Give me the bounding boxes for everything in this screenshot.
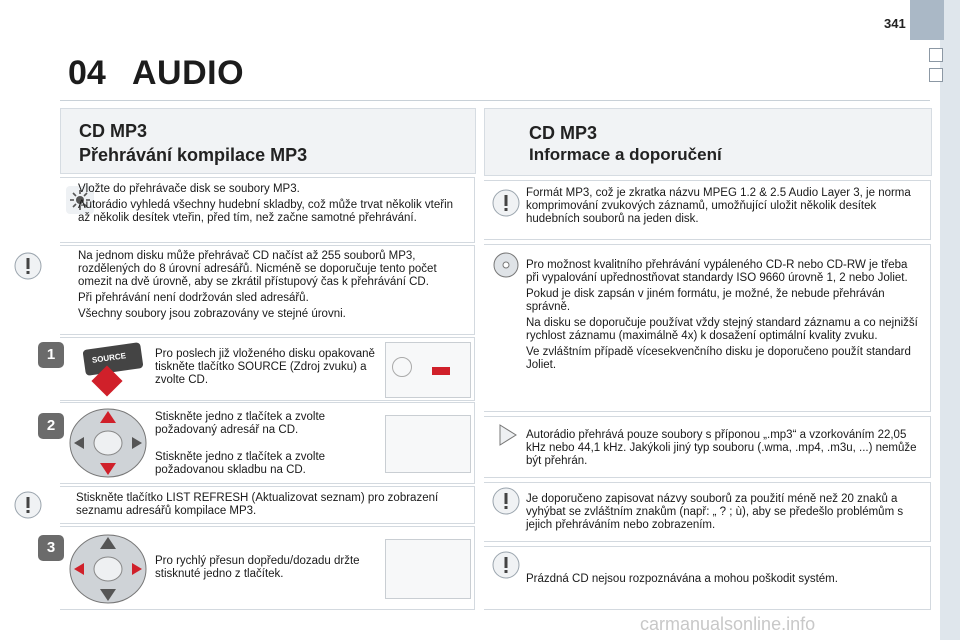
play-triangle-icon xyxy=(492,421,520,454)
radio-unit-illustration xyxy=(385,415,471,473)
left-info-block-1 xyxy=(60,177,475,243)
right-cd-format-block xyxy=(484,244,931,412)
paragraph: Autorádio přehrává pouze soubory s příponou „.mp3“ a vzorkováním 22,05 kHz nebo 44,1 kHz. Jakýkoli jiný typ souboru (.wma, .mp4, .m3u, ...) nemůže být přehrán. xyxy=(526,429,917,467)
step-2-block xyxy=(46,402,475,484)
direction-pad-icon xyxy=(68,407,148,479)
radio-unit-illustration xyxy=(385,342,471,398)
step-badge-3: 3 xyxy=(38,535,64,561)
step-2-text-2: Stiskněte jedno z tlačítek a zvolte požadovanou skladbu na CD. xyxy=(155,451,326,476)
paragraph: Je doporučeno zapisovat názvy souborů za použití méně než 20 znaků a vyhýbat se zvláštním znakům (např: „ ? ; ù), aby se předešlo problémům s jejich přehráváním nebo zobrazením. xyxy=(526,493,904,531)
paragraph: Na jednom disku může přehrávač CD načíst až 255 souborů MP3, rozdělených do 8 úrovní adresářů. Nicméně se doporučuje tento počet omezit na dvě úrovně, aby se zkrátil přístupový čas k přehrávání CD. xyxy=(78,250,437,288)
right-block-1-text xyxy=(526,187,922,229)
page-edge-bar xyxy=(940,0,960,640)
step-1-block xyxy=(46,337,475,401)
paragraph: Všechny soubory jsou zobrazovány ve stejné úrovni. xyxy=(78,308,346,320)
step-1-text: Pro poslech již vloženého disku opakovaně tiskněte tlačítko SOURCE (Zdroj zvuku) a zvolte CD. xyxy=(155,348,375,386)
step-3-block xyxy=(46,526,475,610)
right-warning-block-1 xyxy=(484,180,931,240)
step-3-text: Pro rychlý přesun dopředu/dozadu držte stisknuté jedno z tlačítek. xyxy=(155,555,360,580)
right-empty-cd-block xyxy=(484,546,931,610)
step-2-text-1: Stiskněte jedno z tlačítek a zvolte požadovaný adresář na CD. xyxy=(155,411,326,436)
edge-square-icon xyxy=(929,48,943,62)
watermark: carmanualsonline.info xyxy=(640,614,816,634)
paragraph: Formát MP3, což je zkratka názvu MPEG 1.2 & 2.5 Audio Layer 3, je norma komprimování zvukových záznamů, umožňující uložit několik desítek hudebních souborů na jeden disk. xyxy=(526,187,911,225)
left-block-1-text xyxy=(78,183,458,228)
list-refresh-block xyxy=(60,486,475,524)
source-key-label: SOURCE xyxy=(91,351,127,365)
left-header-line1: CD MP3 xyxy=(79,121,148,141)
direction-pad-icon xyxy=(68,533,148,605)
step-badge-1: 1 xyxy=(38,342,64,368)
cd-disc-icon xyxy=(492,251,520,284)
paragraph: Prázdná CD nejsou rozpoznávána a mohou poškodit systém. xyxy=(526,573,838,585)
warning-exclamation-icon xyxy=(492,551,520,584)
chapter-title: AUDIO xyxy=(132,54,245,92)
warning-exclamation-icon xyxy=(14,491,42,524)
page-number: 341 xyxy=(884,16,906,31)
left-section-header xyxy=(60,108,476,174)
edge-square-icon xyxy=(929,68,943,82)
paragraph: Ve zvláštním případě vícesekvenčního disku je doporučeno použít standard Joliet. xyxy=(526,346,911,371)
warning-exclamation-icon xyxy=(492,487,520,520)
right-filename-block xyxy=(484,482,931,542)
paragraph: Pokud je disk zapsán v jiném formátu, je možné, že nebude přehráván správně. xyxy=(526,288,885,313)
paragraph: Autorádio vyhledá všechny hudební skladby, což může trvat několik vteřin až několik desítek vteřin, před tím, než začne samotné přehrávání. xyxy=(78,199,454,224)
right-block-2-text xyxy=(526,259,922,375)
knob-icon xyxy=(392,357,412,377)
radio-unit-illustration xyxy=(385,539,471,599)
source-button-highlight xyxy=(432,367,450,375)
step-badge-2: 2 xyxy=(38,413,64,439)
page-edge-tab xyxy=(910,0,944,40)
warning-exclamation-icon xyxy=(492,189,520,222)
left-block-2-text xyxy=(78,250,468,324)
paragraph: Na disku se doporučuje používat vždy stejný standard záznamu a co nejnižší rychlost záznamu (maximálně 4x) k dosažení optimální kvality zvuku. xyxy=(526,317,918,342)
right-file-type-block xyxy=(484,416,931,478)
paragraph: Při přehrávání není dodržován sled adresářů. xyxy=(78,292,309,304)
list-refresh-text: Stiskněte tlačítko LIST REFRESH (Aktualizovat seznam) pro zobrazení seznamu adresářů kompilace MP3. xyxy=(76,492,439,517)
right-header-line1: CD MP3 xyxy=(529,123,598,143)
right-block-4-text xyxy=(526,493,922,535)
chapter-divider xyxy=(60,100,930,101)
paragraph: Pro možnost kvalitního přehrávání vypáleného CD-R nebo CD-RW je třeba při vypalování upřednostňovat standardy ISO 9660 úrovně 1, 2 nebo Joliet. xyxy=(526,259,908,284)
right-block-3-text xyxy=(526,429,922,471)
right-header-line2: Informace a doporučení xyxy=(529,145,722,164)
left-warning-block xyxy=(60,245,475,335)
paragraph: Vložte do přehrávače disk se soubory MP3. xyxy=(78,183,300,195)
left-header-line2: Přehrávání kompilace MP3 xyxy=(79,145,308,165)
right-block-5-text xyxy=(526,573,922,589)
warning-exclamation-icon xyxy=(14,252,42,280)
chapter-number: 04 xyxy=(68,54,106,92)
right-section-header xyxy=(484,108,932,176)
